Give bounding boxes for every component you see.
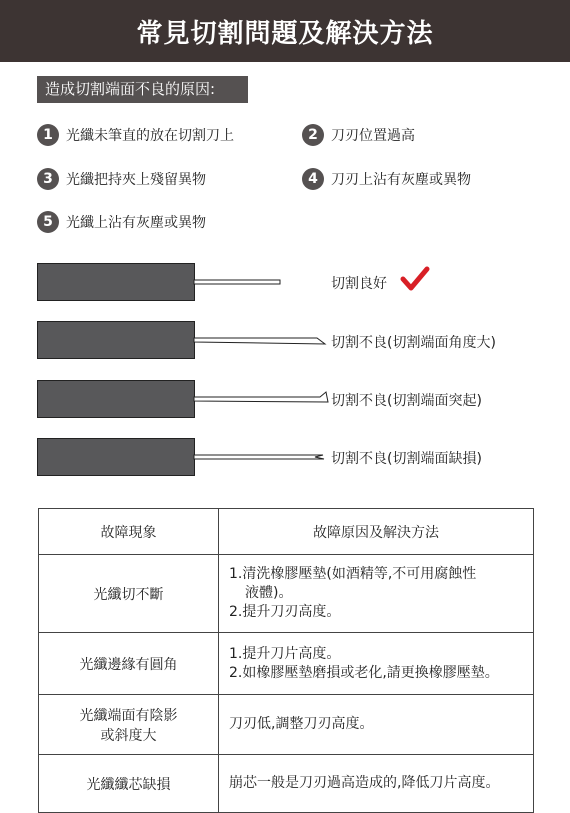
- number-badge: 2: [302, 124, 324, 146]
- fiber-chipped-cut: [37, 438, 337, 478]
- symptom-text: 光纖切不斷: [93, 586, 164, 603]
- symptom-cell: [39, 755, 219, 813]
- solution-cell: [219, 555, 534, 633]
- number-badge: 1: [37, 124, 59, 146]
- solution-line: 液體)。: [245, 585, 293, 601]
- solution-cell: [219, 633, 534, 695]
- solution-line: 1.提升刀片高度。: [229, 645, 341, 662]
- reason-item: [37, 124, 234, 146]
- number-badge: 5: [37, 211, 59, 233]
- fiber-good-cut: [37, 263, 337, 303]
- reason-text: 光纖把持夾上殘留異物: [66, 172, 206, 188]
- cut-result-label: 切割不良(切割端面缺損): [331, 451, 482, 467]
- solution-cell: [219, 755, 534, 813]
- table-row: [39, 555, 534, 633]
- troubleshooting-table: [38, 508, 534, 813]
- symptom-text: 光纖纖芯缺損: [86, 776, 171, 793]
- table-row: [39, 633, 534, 695]
- solution-line: 2.提升刀刃高度。: [229, 604, 341, 620]
- number-badge: 3: [37, 168, 59, 190]
- cut-result-label: 切割良好: [331, 276, 387, 292]
- reason-item: [302, 124, 415, 146]
- reason-item: [37, 211, 206, 233]
- solution-line: 刀刃低,調整刀刃高度。: [229, 716, 374, 732]
- reason-text: 刀刃上沾有灰塵或異物: [331, 172, 471, 188]
- solution-cell: [219, 695, 534, 755]
- column-header: 故障原因及解決方法: [219, 509, 534, 555]
- symptom-cell: [39, 555, 219, 633]
- symptom-text: 或斜度大: [100, 727, 157, 744]
- symptom-text: 光纖端面有陰影: [79, 707, 178, 724]
- reasons-title: 造成切割端面不良的原因:: [37, 76, 248, 103]
- column-header: 故障現象: [39, 509, 219, 555]
- check-icon: [400, 266, 430, 296]
- cut-result-label: 切割不良(切割端面角度大): [331, 335, 496, 351]
- symptom-text: 光纖邊緣有圓角: [79, 656, 178, 673]
- table-header-row: [39, 509, 534, 555]
- reason-item: [302, 168, 471, 190]
- fiber-protrusion-cut: [37, 380, 337, 420]
- table-row: [39, 755, 534, 813]
- solution-line: 崩芯一般是刀刃過高造成的,降低刀片高度。: [229, 775, 500, 791]
- number-badge: 4: [302, 168, 324, 190]
- fiber-angled-cut: [37, 321, 337, 361]
- symptom-cell: [39, 633, 219, 695]
- reason-text: 刀刃位置過高: [331, 128, 415, 144]
- cut-result-label: 切割不良(切割端面突起): [331, 393, 482, 409]
- reason-text: 光纖未筆直的放在切割刀上: [66, 128, 234, 144]
- solution-line: 2.如橡膠壓墊磨損或老化,請更換橡膠壓墊。: [229, 664, 499, 681]
- symptom-cell: [39, 695, 219, 755]
- table-row: [39, 695, 534, 755]
- reason-item: [37, 168, 206, 190]
- page-title: 常見切割問題及解決方法: [0, 0, 570, 62]
- solution-line: 1.清洗橡膠壓墊(如酒精等,不可用腐蝕性: [229, 566, 477, 582]
- reason-text: 光纖上沾有灰塵或異物: [66, 215, 206, 231]
